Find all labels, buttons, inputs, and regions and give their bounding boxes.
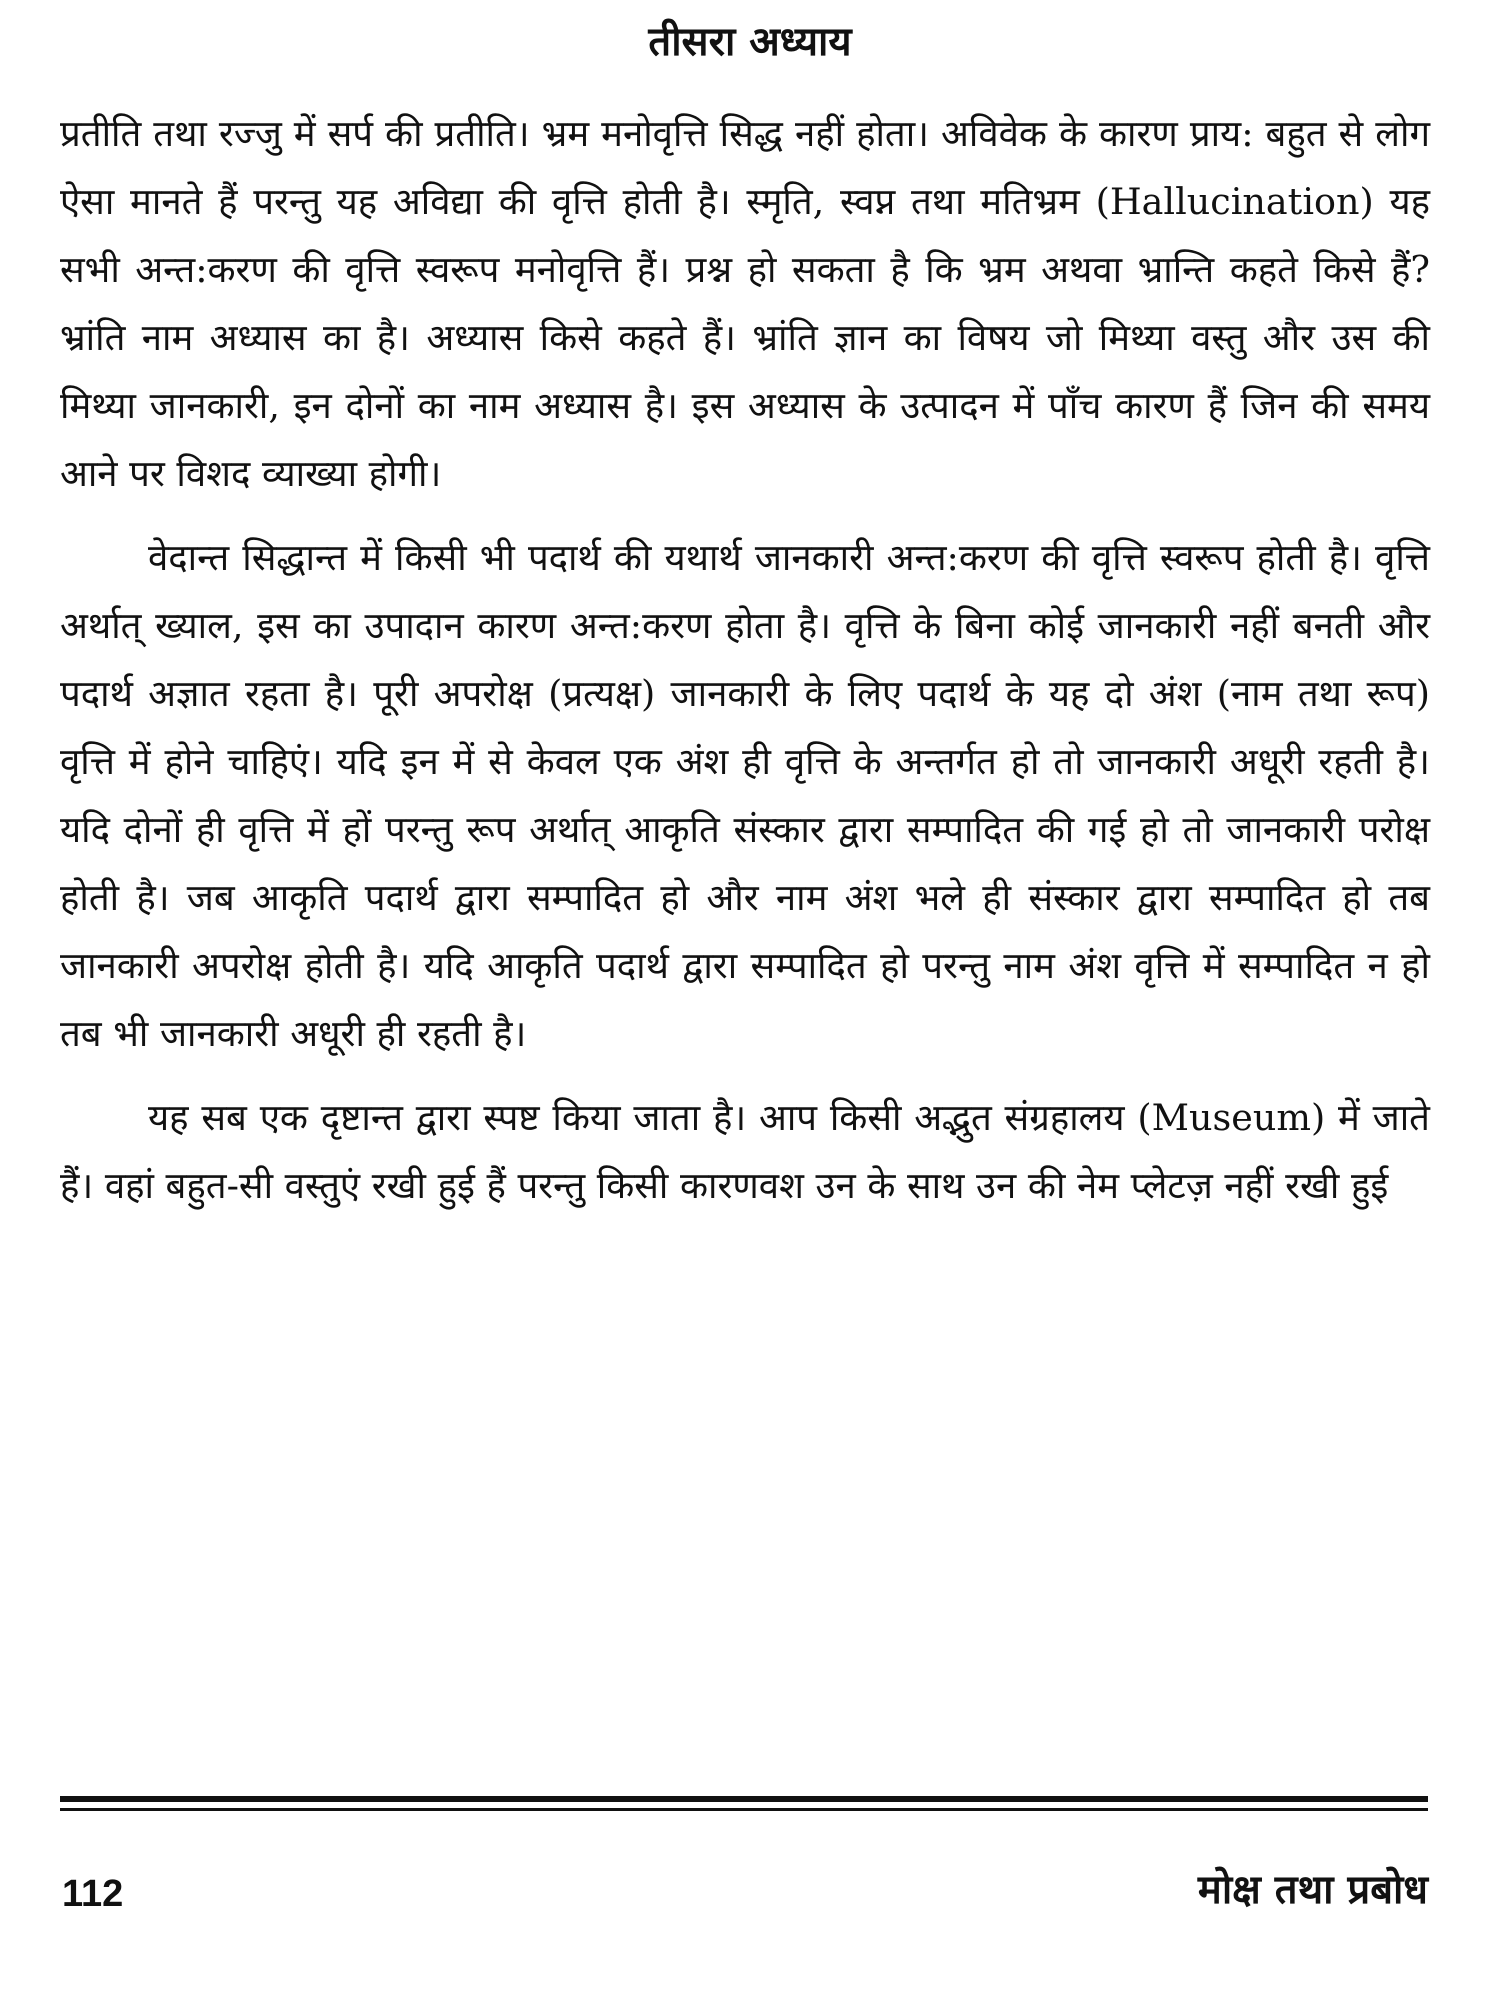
footer-divider-thin [60, 1808, 1428, 1811]
paragraph-3: यह सब एक दृष्टान्त द्वारा स्पष्ट किया जाता है। आप किसी अद्भुत संग्रहालय (Museum) में जाते हैं। वहां बहुत-सी वस्तुएं रखी हुई हैं परन्तु किसी कारणवश उन के साथ उन की नेम प्लेटज़ नहीं रखी हुई [60, 1096, 1430, 1207]
chapter-title: तीसरा अध्याय [648, 19, 852, 65]
footer-divider-thick [60, 1796, 1428, 1802]
paragraph-1: प्रतीति तथा रज्जु में सर्प की प्रतीति। भ्रम मनोवृत्ति सिद्ध नहीं होता। अविवेक के कारण प्राय: बहुत से लोग ऐसा मानते हैं परन्तु यह अविद्या की वृत्ति होती है। स्मृति, स्वप्न तथा मतिभ्रम (Hallucination) यह सभी अन्त:करण की वृत्ति स्वरूप मनोवृत्ति हैं। प्रश्न हो सकता है कि भ्रम अथवा भ्रान्ति कहते किसे हैं? भ्रांति नाम अध्यास का है। अध्यास किसे कहते हैं। भ्रांति ज्ञान का विषय जो मिथ्या वस्तु और उस की मिथ्या जानकारी, इन दोनों का नाम अध्यास है। इस अध्यास के उत्पादन में पाँच कारण हैं जिन की समय आने पर विशद व्याख्या होगी। [60, 112, 1430, 495]
book-title: मोक्ष तथा प्रबोध [1197, 1867, 1428, 1913]
paragraph-2: वेदान्त सिद्धान्त में किसी भी पदार्थ की यथार्थ जानकारी अन्त:करण की वृत्ति स्वरूप होती है। वृत्ति अर्थात् ख्याल, इस का उपादान कारण अन्त:करण होता है। वृत्ति के बिना कोई जानकारी नहीं बनती और पदार्थ अज्ञात रहता है। पूरी अपरोक्ष (प्रत्यक्ष) जानकारी के लिए पदार्थ के यह दो अंश (नाम तथा रूप) वृत्ति में होने चाहिएं। यदि इन में से केवल एक अंश ही वृत्ति के अन्तर्गत हो तो जानकारी अधूरी रहती है। यदि दोनों ही वृत्ति में हों परन्तु रूप अर्थात् आकृति संस्कार द्वारा सम्पादित की गई हो तो जानकारी परोक्ष होती है। जब आकृति पदार्थ द्वारा सम्पादित हो और नाम अंश भले ही संस्कार द्वारा सम्पादित हो तब जानकारी अपरोक्ष होती है। यदि आकृति पदार्थ द्वारा सम्पादित हो परन्तु नाम अंश वृत्ति में सम्पादित न हो तब भी जानकारी अधूरी ही रहती है। [60, 536, 1430, 1055]
page-body [60, 100, 1430, 1220]
page-number: 112 [62, 1873, 124, 1915]
